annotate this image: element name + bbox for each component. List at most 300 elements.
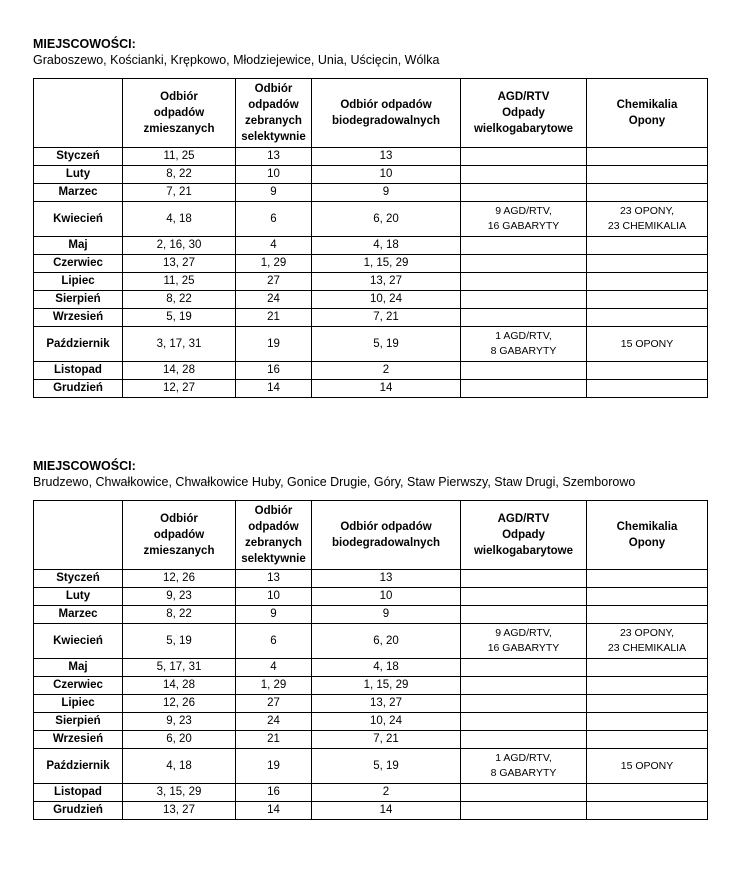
- header-text: odpadów: [248, 99, 299, 111]
- bio-cell: [312, 291, 461, 309]
- chem-cell: [587, 273, 708, 291]
- mixed-cell-text: 12, 27: [163, 382, 195, 394]
- header-text: wielkogabarytowe: [473, 545, 574, 557]
- table-row: [34, 713, 708, 731]
- bio-cell-text: 4, 18: [373, 239, 399, 251]
- mixed-cell: [123, 327, 236, 362]
- mixed-cell-text: 11, 25: [163, 275, 195, 287]
- mixed-cell: [123, 237, 236, 255]
- table-row: [34, 202, 708, 237]
- mixed-cell: [123, 362, 236, 380]
- selective-cell: [236, 380, 312, 398]
- selective-cell: [236, 570, 312, 588]
- selective-cell-text: 21: [267, 311, 280, 323]
- bio-cell: [312, 273, 461, 291]
- mixed-cell: [123, 606, 236, 624]
- mixed-cell-text: 6, 20: [166, 733, 192, 745]
- bio-cell: [312, 713, 461, 731]
- agd-cell: [461, 606, 587, 624]
- agd-cell: [461, 784, 587, 802]
- agd-cell: [461, 309, 587, 327]
- bio-cell: [312, 731, 461, 749]
- table-row: [34, 166, 708, 184]
- mixed-cell-text: 3, 15, 29: [156, 786, 202, 798]
- month-cell: [34, 202, 123, 237]
- agd-cell-text: 8 GABARYTY: [490, 767, 557, 779]
- bio-cell: [312, 624, 461, 659]
- table-row: [34, 659, 708, 677]
- month-cell: [34, 237, 123, 255]
- chem-cell: [587, 784, 708, 802]
- agd-cell: [461, 713, 587, 731]
- header-text: AGD/RTV: [497, 91, 550, 103]
- header-text: odpadów: [153, 107, 205, 119]
- month-cell: [34, 677, 123, 695]
- table-row: [34, 802, 708, 820]
- selective-cell: [236, 148, 312, 166]
- table-row: [34, 380, 708, 398]
- month-cell-text: Luty: [65, 168, 91, 180]
- selective-cell-text: 4: [270, 661, 277, 673]
- mixed-cell-text: 12, 26: [163, 572, 195, 584]
- selective-cell: [236, 677, 312, 695]
- selective-cell-text: 4: [270, 239, 277, 251]
- agd-cell: [461, 327, 587, 362]
- chem-cell: [587, 148, 708, 166]
- chem-cell: [587, 677, 708, 695]
- month-cell-text: Listopad: [54, 786, 102, 798]
- selective-cell-text: 19: [267, 759, 280, 772]
- selective-cell-text: 13: [267, 150, 280, 162]
- mixed-cell-text: 2, 16, 30: [156, 239, 202, 251]
- bio-cell-text: 4, 18: [373, 661, 399, 673]
- chem-cell: [587, 291, 708, 309]
- mixed-cell-text: 7, 21: [166, 186, 192, 198]
- header-row: [34, 501, 708, 570]
- table-row: [34, 588, 708, 606]
- mixed-cell: [123, 148, 236, 166]
- bio-cell: [312, 255, 461, 273]
- agd-cell: [461, 166, 587, 184]
- header-text: zebranych: [245, 537, 302, 549]
- selective-cell: [236, 588, 312, 606]
- bio-cell-text: 14: [379, 804, 393, 816]
- selective-cell: [236, 309, 312, 327]
- mixed-cell: [123, 784, 236, 802]
- mixed-cell: [123, 624, 236, 659]
- chem-cell-text: 15 OPONY: [620, 759, 674, 772]
- mixed-cell: [123, 570, 236, 588]
- month-cell: [34, 784, 123, 802]
- agd-cell-text: 9 AGD/RTV,: [495, 205, 552, 217]
- selective-cell: [236, 695, 312, 713]
- chem-cell: [587, 309, 708, 327]
- selective-cell-text: 10: [267, 590, 280, 602]
- mixed-cell: [123, 713, 236, 731]
- selective-cell-text: 10: [267, 168, 280, 180]
- mixed-cell-text: 5, 19: [166, 634, 192, 647]
- bio-cell-text: 10: [379, 590, 393, 602]
- chem-cell: [587, 606, 708, 624]
- chem-cell-text: 15 OPONY: [620, 337, 674, 350]
- bio-cell: [312, 606, 461, 624]
- selective-cell-text: 27: [267, 697, 280, 709]
- agd-cell: [461, 148, 587, 166]
- bio-cell-text: 6, 20: [373, 634, 399, 647]
- mixed-cell: [123, 273, 236, 291]
- bio-cell: [312, 202, 461, 237]
- agd-cell-text: 16 GABARYTY: [487, 642, 560, 654]
- agd-cell: [461, 237, 587, 255]
- month-cell-text: Wrzesień: [52, 733, 104, 745]
- mixed-cell-text: 4, 18: [166, 212, 192, 225]
- chem-cell-text: 23 CHEMIKALIA: [607, 642, 687, 654]
- header-text: Odbiór: [254, 505, 293, 517]
- bio-cell-text: 13, 27: [370, 275, 402, 287]
- bio-cell-text: 2: [382, 786, 390, 798]
- header-text: Chemikalia: [616, 521, 678, 533]
- header-text: Chemikalia: [616, 99, 678, 111]
- selective-cell: [236, 362, 312, 380]
- table-row: [34, 624, 708, 659]
- month-cell: [34, 309, 123, 327]
- month-cell-text: Marzec: [58, 608, 98, 620]
- month-cell-text: Styczeń: [56, 572, 100, 584]
- selective-cell: [236, 166, 312, 184]
- month-cell-text: Luty: [65, 590, 91, 602]
- mixed-cell-text: 8, 22: [166, 168, 192, 180]
- bio-cell-text: 7, 21: [373, 311, 399, 323]
- table-row: [34, 784, 708, 802]
- mixed-cell-text: 5, 17, 31: [156, 661, 202, 673]
- mixed-cell: [123, 749, 236, 784]
- mixed-cell: [123, 166, 236, 184]
- mixed-cell: [123, 380, 236, 398]
- month-cell-text: Listopad: [54, 364, 102, 376]
- agd-cell-text: 1 AGD/RTV,: [495, 752, 552, 764]
- table-row: [34, 731, 708, 749]
- agd-cell: [461, 731, 587, 749]
- mixed-cell-text: 9, 23: [166, 590, 192, 602]
- agd-cell: [461, 749, 587, 784]
- month-cell: [34, 588, 123, 606]
- header-cell-bio: [312, 79, 461, 148]
- month-cell-text: Wrzesień: [52, 311, 104, 323]
- table-row: [34, 695, 708, 713]
- chem-cell-text: 23 CHEMIKALIA: [607, 220, 687, 232]
- bio-cell: [312, 802, 461, 820]
- selective-cell-text: 13: [267, 572, 280, 584]
- selective-cell: [236, 237, 312, 255]
- bio-cell-text: 1, 15, 29: [363, 257, 409, 269]
- bio-cell-text: 14: [379, 382, 393, 394]
- month-cell-text: Sierpień: [55, 293, 101, 305]
- table-row: [34, 291, 708, 309]
- chem-cell: [587, 588, 708, 606]
- bio-cell: [312, 237, 461, 255]
- bio-cell-text: 13: [379, 150, 393, 162]
- agd-cell: [461, 291, 587, 309]
- header-text: zmieszanych: [143, 123, 215, 135]
- month-cell: [34, 291, 123, 309]
- header-text: Odbiór: [160, 513, 198, 525]
- mixed-cell-text: 14, 28: [163, 679, 195, 691]
- schedule-table: [33, 78, 708, 398]
- bio-cell: [312, 148, 461, 166]
- bio-cell: [312, 309, 461, 327]
- section-heading: MIEJSCOWOŚCI:: [33, 459, 136, 473]
- table-row: [34, 570, 708, 588]
- bio-cell-text: 9: [382, 186, 390, 198]
- mixed-cell-text: 12, 26: [163, 697, 195, 709]
- header-cell-mixed: [123, 501, 236, 570]
- selective-cell: [236, 624, 312, 659]
- chem-cell: [587, 184, 708, 202]
- month-cell: [34, 166, 123, 184]
- towns-list: Graboszewo, Kościanki, Krępkowo, Młodziejewice, Unia, Uścięcin, Wólka: [33, 53, 440, 67]
- bio-cell-text: 10, 24: [370, 293, 402, 305]
- mixed-cell-text: 13, 27: [163, 804, 195, 816]
- bio-cell-text: 5, 19: [373, 337, 399, 350]
- table-row: [34, 309, 708, 327]
- selective-cell: [236, 784, 312, 802]
- month-cell: [34, 362, 123, 380]
- selective-cell: [236, 327, 312, 362]
- bio-cell: [312, 184, 461, 202]
- section-heading: MIEJSCOWOŚCI:: [33, 37, 136, 51]
- header-text: Odbiór: [160, 91, 198, 103]
- table-row: [34, 148, 708, 166]
- mixed-cell-text: 9, 23: [166, 715, 192, 727]
- chem-cell-text: 23 OPONY,: [619, 205, 675, 217]
- header-cell-chem: [587, 501, 708, 570]
- header-text: Odpady: [502, 529, 545, 541]
- chem-cell: [587, 624, 708, 659]
- mixed-cell: [123, 291, 236, 309]
- month-cell-text: Grudzień: [53, 804, 103, 816]
- month-cell-text: Sierpień: [55, 715, 101, 727]
- month-cell-text: Październik: [46, 759, 110, 772]
- chem-cell: [587, 362, 708, 380]
- selective-cell-text: 21: [267, 733, 280, 745]
- month-cell-text: Maj: [68, 239, 88, 251]
- selective-cell-text: 1, 29: [260, 257, 287, 269]
- header-text: zmieszanych: [143, 545, 215, 557]
- month-cell: [34, 184, 123, 202]
- agd-cell: [461, 624, 587, 659]
- mixed-cell-text: 8, 22: [166, 608, 192, 620]
- header-text: Opony: [628, 537, 666, 549]
- mixed-cell-text: 8, 22: [166, 293, 192, 305]
- mixed-cell: [123, 255, 236, 273]
- bio-cell: [312, 570, 461, 588]
- mixed-cell-text: 13, 27: [163, 257, 195, 269]
- mixed-cell: [123, 659, 236, 677]
- header-text: selektywnie: [241, 131, 306, 143]
- header-text: Odbiór: [254, 83, 293, 95]
- selective-cell: [236, 273, 312, 291]
- selective-cell-text: 9: [270, 608, 277, 620]
- month-cell: [34, 148, 123, 166]
- table-row: [34, 327, 708, 362]
- table-row: [34, 237, 708, 255]
- bio-cell: [312, 784, 461, 802]
- table-row: [34, 184, 708, 202]
- agd-cell: [461, 362, 587, 380]
- selective-cell-text: 6: [270, 212, 277, 225]
- chem-cell: [587, 166, 708, 184]
- bio-cell-text: 7, 21: [373, 733, 399, 745]
- selective-cell: [236, 202, 312, 237]
- bio-cell-text: 10: [379, 168, 393, 180]
- header-text: Opony: [628, 115, 666, 127]
- header-cell-selective: [236, 79, 312, 148]
- schedule-table: [33, 500, 708, 820]
- bio-cell-text: 2: [382, 364, 390, 376]
- selective-cell-text: 16: [267, 786, 280, 798]
- chem-cell: [587, 659, 708, 677]
- chem-cell: [587, 380, 708, 398]
- selective-cell: [236, 184, 312, 202]
- selective-cell-text: 27: [267, 275, 280, 287]
- agd-cell-text: 8 GABARYTY: [490, 345, 557, 357]
- agd-cell-text: 16 GABARYTY: [487, 220, 560, 232]
- mixed-cell-text: 11, 25: [163, 150, 195, 162]
- agd-cell: [461, 659, 587, 677]
- selective-cell: [236, 659, 312, 677]
- mixed-cell: [123, 309, 236, 327]
- chem-cell: [587, 237, 708, 255]
- chem-cell: [587, 802, 708, 820]
- selective-cell-text: 9: [270, 186, 277, 198]
- selective-cell-text: 14: [267, 382, 280, 394]
- towns-list: Brudzewo, Chwałkowice, Chwałkowice Huby, Gonice Drugie, Góry, Staw Pierwszy, Staw Drugi, Szemborowo: [33, 475, 636, 489]
- selective-cell: [236, 606, 312, 624]
- selective-cell-text: 19: [267, 337, 280, 350]
- mixed-cell: [123, 588, 236, 606]
- header-text: AGD/RTV: [497, 513, 550, 525]
- table-row: [34, 362, 708, 380]
- bio-cell: [312, 749, 461, 784]
- header-cell-agd: [461, 501, 587, 570]
- bio-cell-text: 9: [382, 608, 390, 620]
- schedule-section-1: [33, 36, 707, 398]
- month-cell-text: Czerwiec: [53, 257, 103, 269]
- month-cell: [34, 255, 123, 273]
- bio-cell: [312, 362, 461, 380]
- month-cell: [34, 731, 123, 749]
- month-cell-text: Lipiec: [61, 697, 95, 709]
- mixed-cell-text: 5, 19: [166, 311, 192, 323]
- selective-cell: [236, 802, 312, 820]
- bio-cell-text: 13, 27: [370, 697, 402, 709]
- agd-cell: [461, 802, 587, 820]
- header-text: zebranych: [245, 115, 302, 127]
- chem-cell: [587, 713, 708, 731]
- chem-cell: [587, 731, 708, 749]
- header-text: biodegradowalnych: [332, 115, 440, 127]
- month-cell: [34, 713, 123, 731]
- header-cell-selective: [236, 501, 312, 570]
- table-row: [34, 273, 708, 291]
- month-cell-text: Kwiecień: [53, 212, 103, 225]
- selective-cell-text: 1, 29: [260, 679, 287, 691]
- chem-cell: [587, 327, 708, 362]
- agd-cell-text: 1 AGD/RTV,: [495, 330, 552, 342]
- header-cell-mixed: [123, 79, 236, 148]
- table-row: [34, 677, 708, 695]
- month-cell: [34, 606, 123, 624]
- agd-cell: [461, 588, 587, 606]
- bio-cell: [312, 327, 461, 362]
- selective-cell: [236, 749, 312, 784]
- mixed-cell: [123, 731, 236, 749]
- month-cell: [34, 273, 123, 291]
- selective-cell-text: 24: [267, 715, 280, 727]
- month-cell: [34, 327, 123, 362]
- chem-cell: [587, 570, 708, 588]
- chem-cell: [587, 202, 708, 237]
- bio-cell: [312, 695, 461, 713]
- header-text: selektywnie: [241, 553, 306, 565]
- bio-cell-text: 10, 24: [370, 715, 402, 727]
- month-cell: [34, 749, 123, 784]
- bio-cell-text: 6, 20: [373, 212, 399, 225]
- chem-cell-text: 23 OPONY,: [619, 627, 675, 639]
- month-cell-text: Lipiec: [61, 275, 95, 287]
- month-cell-text: Kwiecień: [53, 634, 103, 647]
- agd-cell: [461, 202, 587, 237]
- header-text: odpadów: [153, 529, 205, 541]
- month-cell-text: Czerwiec: [53, 679, 103, 691]
- chem-cell: [587, 749, 708, 784]
- selective-cell-text: 6: [270, 634, 277, 647]
- bio-cell-text: 13: [379, 572, 393, 584]
- table-row: [34, 255, 708, 273]
- bio-cell: [312, 380, 461, 398]
- month-cell-text: Maj: [68, 661, 88, 673]
- bio-cell-text: 5, 19: [373, 759, 399, 772]
- selective-cell: [236, 731, 312, 749]
- bio-cell-text: 1, 15, 29: [363, 679, 409, 691]
- header-text: odpadów: [248, 521, 299, 533]
- header-text: Odpady: [502, 107, 545, 119]
- mixed-cell-text: 3, 17, 31: [156, 337, 202, 350]
- mixed-cell-text: 4, 18: [166, 759, 192, 772]
- mixed-cell: [123, 184, 236, 202]
- header-row: [34, 79, 708, 148]
- mixed-cell: [123, 695, 236, 713]
- chem-cell: [587, 695, 708, 713]
- table-row: [34, 606, 708, 624]
- header-text: Odbiór odpadów: [340, 99, 432, 111]
- month-cell: [34, 570, 123, 588]
- agd-cell: [461, 677, 587, 695]
- mixed-cell: [123, 202, 236, 237]
- month-cell-text: Październik: [46, 337, 110, 350]
- bio-cell: [312, 166, 461, 184]
- agd-cell: [461, 380, 587, 398]
- table-row: [34, 749, 708, 784]
- month-cell-text: Grudzień: [53, 382, 103, 394]
- header-cell-agd: [461, 79, 587, 148]
- month-cell: [34, 802, 123, 820]
- agd-cell-text: 9 AGD/RTV,: [495, 627, 552, 639]
- bio-cell: [312, 659, 461, 677]
- selective-cell: [236, 255, 312, 273]
- agd-cell: [461, 570, 587, 588]
- mixed-cell-text: 14, 28: [163, 364, 195, 376]
